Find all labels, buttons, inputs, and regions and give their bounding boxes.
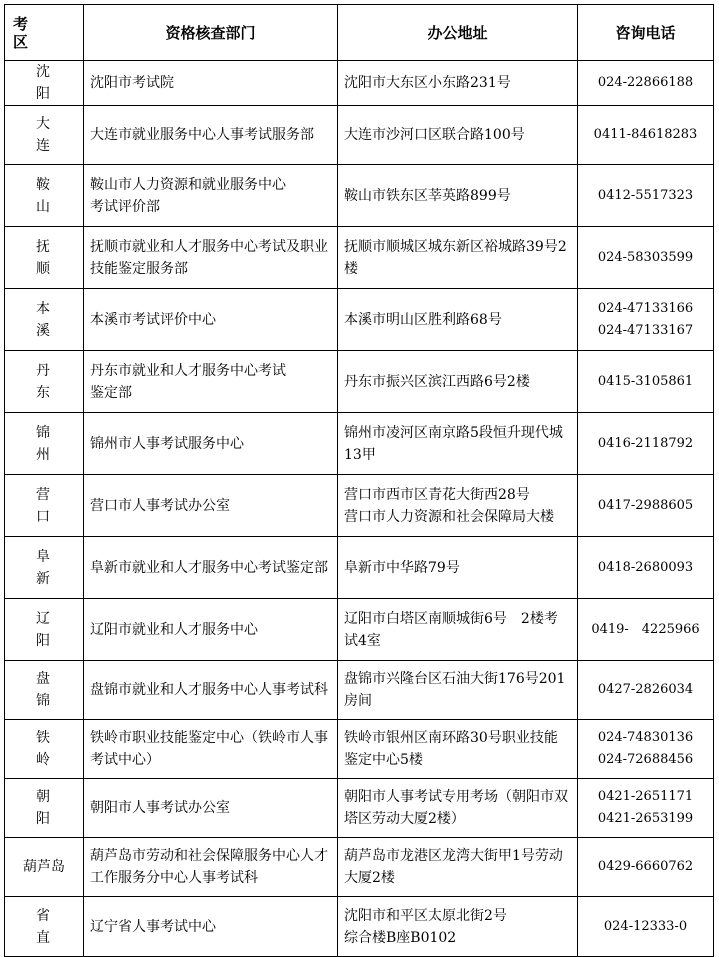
cell-phone-line: 0429-6660762 <box>597 859 694 874</box>
cell-address-line: 本溪市明山区胜利路68号 <box>344 311 502 328</box>
cell-area: 营口 <box>5 475 84 537</box>
cell-address-line: 鞍山市铁东区莘英路899号 <box>344 187 511 204</box>
cell-address-line: 朝阳市人事考试专用考场（朝阳市双塔区劳动大厦2楼） <box>344 789 568 827</box>
header-area-label: 考区 <box>13 14 29 51</box>
cell-department <box>84 838 338 897</box>
cell-address <box>338 61 578 106</box>
cell-address <box>338 720 578 779</box>
cell-address <box>338 289 578 351</box>
table-row <box>5 106 714 165</box>
cell-area: 辽阳 <box>5 599 84 661</box>
cell-address <box>338 599 578 661</box>
cell-phone-line: 0417-2988605 <box>597 497 694 513</box>
cell-phone <box>578 227 714 289</box>
cell-area: 阜新 <box>5 537 84 599</box>
cell-department <box>84 165 338 227</box>
cell-department-line: 大连市就业服务中心人事考试服务部 <box>90 127 314 143</box>
cell-phone <box>578 413 714 475</box>
cell-area: 大连 <box>5 106 84 165</box>
cell-department <box>84 61 338 106</box>
cell-department <box>84 475 338 537</box>
cell-address <box>338 227 578 289</box>
cell-address <box>338 779 578 838</box>
cell-phone-line: 0416-2118792 <box>597 435 694 451</box>
cell-department-line: 葫芦岛市劳动和社会保障服务中心人才工作服务分中心人事考试科 <box>90 848 328 886</box>
cell-department <box>84 106 338 165</box>
cell-area: 朝阳 <box>5 779 84 838</box>
cell-phone-line: 024-22866188 <box>597 75 694 90</box>
cell-department-line: 铁岭市职业技能鉴定中心（铁岭市人事考试中心） <box>90 730 328 768</box>
table-row <box>5 227 714 289</box>
cell-phone <box>578 599 714 661</box>
table-row <box>5 351 714 413</box>
cell-address <box>338 537 578 599</box>
cell-department-line: 辽阳市就业和人才服务中心 <box>90 621 258 638</box>
cell-department <box>84 599 338 661</box>
cell-phone <box>578 838 714 897</box>
cell-phone-line: 024-58303599 <box>597 249 694 265</box>
cell-phone-line: 0418-2680093 <box>597 559 694 575</box>
exam-office-table <box>4 4 714 957</box>
cell-phone-line: 0419- 4225966 <box>591 621 700 637</box>
cell-department-line: 抚顺市就业和人才服务中心考试及职业技能鉴定服务部 <box>90 238 328 277</box>
header-area <box>5 5 84 61</box>
cell-phone-line: 0421-2651171 <box>597 789 694 804</box>
cell-phone-line: 024-47133166 <box>597 300 694 316</box>
table-row <box>5 779 714 838</box>
cell-department <box>84 227 338 289</box>
cell-phone-line: 024-12333-0 <box>603 918 688 934</box>
cell-address-line: 抚顺市顺城区城东新区裕城路39号2楼 <box>344 238 567 277</box>
cell-department <box>84 537 338 599</box>
cell-phone <box>578 475 714 537</box>
cell-address-line: 营口市西市区青花大街西28号 <box>344 486 530 503</box>
cell-address <box>338 661 578 720</box>
header-department: 资格核查部门 <box>84 5 338 61</box>
cell-department-line: 考试评价部 <box>90 198 160 215</box>
cell-phone <box>578 61 714 106</box>
cell-address-line: 沈阳市和平区太原北街2号 <box>344 907 507 924</box>
table-body <box>5 61 714 957</box>
header-phone: 咨询电话 <box>578 5 714 61</box>
cell-address <box>338 413 578 475</box>
cell-address <box>338 165 578 227</box>
table-header-row <box>5 5 714 61</box>
cell-department <box>84 351 338 413</box>
cell-department <box>84 720 338 779</box>
table-row <box>5 413 714 475</box>
cell-department-line: 锦州市人事考试服务中心 <box>90 435 244 452</box>
cell-area: 葫芦岛 <box>5 838 84 897</box>
table-row <box>5 61 714 106</box>
cell-phone <box>578 661 714 720</box>
cell-area: 沈阳 <box>5 61 84 106</box>
cell-phone <box>578 351 714 413</box>
cell-area: 丹东 <box>5 351 84 413</box>
cell-phone <box>578 537 714 599</box>
table-row <box>5 537 714 599</box>
cell-address-line: 营口市人力资源和社会保障局大楼 <box>344 508 554 525</box>
cell-department <box>84 661 338 720</box>
cell-area: 铁岭 <box>5 720 84 779</box>
cell-department-line: 沈阳市考试院 <box>90 75 174 91</box>
cell-department-line: 营口市人事考试办公室 <box>90 497 230 514</box>
cell-department-line: 盘锦市就业和人才服务中心人事考试科 <box>90 682 328 698</box>
cell-department-line: 鉴定部 <box>90 384 132 401</box>
cell-area: 盘锦 <box>5 661 84 720</box>
table-row <box>5 599 714 661</box>
table-row <box>5 897 714 957</box>
cell-phone <box>578 289 714 351</box>
cell-address <box>338 897 578 957</box>
cell-address-line: 大连市沙河口区联合路100号 <box>344 127 525 143</box>
cell-phone-line: 0411-84618283 <box>593 127 698 142</box>
table-row <box>5 720 714 779</box>
header-address: 办公地址 <box>338 5 578 61</box>
cell-department <box>84 897 338 957</box>
cell-address-line: 锦州市凌河区南京路5段恒升现代城13甲 <box>344 424 563 463</box>
cell-phone-line: 0412-5517323 <box>597 187 694 203</box>
cell-phone-line: 024-47133167 <box>597 322 694 338</box>
cell-department <box>84 289 338 351</box>
table-row <box>5 289 714 351</box>
cell-department-line: 鞍山市人力资源和就业服务中心 <box>90 176 286 193</box>
cell-phone <box>578 165 714 227</box>
table-row <box>5 838 714 897</box>
cell-phone <box>578 720 714 779</box>
cell-phone-line: 0427-2826034 <box>597 682 694 697</box>
cell-department <box>84 413 338 475</box>
cell-phone <box>578 106 714 165</box>
cell-phone-line: 0415-3105861 <box>597 373 694 389</box>
cell-address-line: 阜新市中华路79号 <box>344 559 460 576</box>
cell-department <box>84 779 338 838</box>
cell-area: 抚顺 <box>5 227 84 289</box>
cell-phone-line: 024-74830136 024-72688456 <box>597 730 694 767</box>
cell-department-line: 阜新市就业和人才服务中心考试鉴定部 <box>90 559 328 576</box>
cell-address-line: 综合楼B座B0102 <box>344 929 457 946</box>
cell-address <box>338 351 578 413</box>
cell-area: 鞍山 <box>5 165 84 227</box>
cell-address-line: 沈阳市大东区小东路231号 <box>344 75 511 91</box>
cell-area: 省直 <box>5 897 84 957</box>
cell-address-line: 铁岭市银州区南环路30号职业技能鉴定中心5楼 <box>344 730 558 768</box>
cell-address-line: 盘锦市兴隆台区石油大街176号201房间 <box>344 671 566 709</box>
table-row <box>5 661 714 720</box>
cell-department-line: 辽宁省人事考试中心 <box>90 918 216 935</box>
cell-department-line: 本溪市考试评价中心 <box>90 311 216 328</box>
cell-area: 本溪 <box>5 289 84 351</box>
cell-department-line: 丹东市就业和人才服务中心考试 <box>90 362 286 379</box>
cell-phone-line: 0421-2653199 <box>597 811 694 826</box>
cell-address-line: 辽阳市白塔区南顺城街6号 2楼考试4室 <box>344 610 558 649</box>
cell-phone <box>578 897 714 957</box>
table-row <box>5 165 714 227</box>
cell-address <box>338 838 578 897</box>
cell-address-line: 葫芦岛市龙港区龙湾大街甲1号劳动大厦2楼 <box>344 848 563 886</box>
cell-address <box>338 475 578 537</box>
cell-address <box>338 106 578 165</box>
table-row <box>5 475 714 537</box>
cell-address-line: 丹东市振兴区滨江西路6号2楼 <box>344 373 530 390</box>
cell-department-line: 朝阳市人事考试办公室 <box>90 800 230 816</box>
cell-phone <box>578 779 714 838</box>
cell-area: 锦州 <box>5 413 84 475</box>
